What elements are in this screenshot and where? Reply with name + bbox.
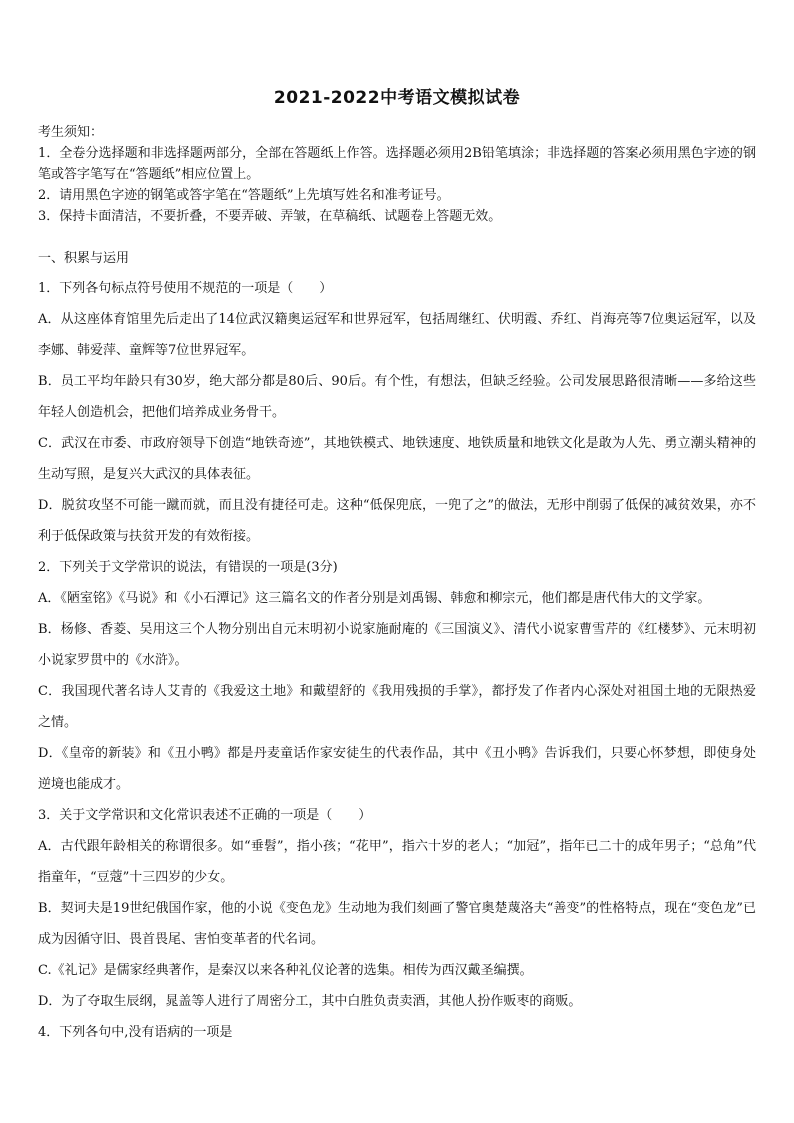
question-option: B．契诃夫是19世纪俄国作家，他的小说《变色龙》生动地为我们刻画了警官奥楚蔑洛夫“善变”的性格特点，现在“变色龙”已成为因循守旧、畏首畏尾、害怕变革者的代名词。 (38, 901, 756, 947)
notice-item: 2．请用黑色字迹的钢笔或答字笔在“答题纸”上先填写姓名和准考证号。 (38, 188, 450, 203)
question-stem: 2．下列关于文学常识的说法，有错误的一项是(3分) (38, 560, 338, 575)
question-option: B．杨修、香菱、吴用这三个人物分别出自元末明初小说家施耐庵的《三国演义》、清代小说家曹雪芹的《红楼梦》、元末明初小说家罗贯中的《水浒》。 (38, 622, 756, 668)
question-option: D．脱贫攻坚不可能一蹴而就，而且没有捷径可走。这种“低保兜底，一兜了之”的做法，无形中削弱了低保的减贫效果，亦不利于低保政策与扶贫开发的有效衔接。 (38, 498, 756, 544)
question-option: C．我国现代著名诗人艾青的《我爱这土地》和戴望舒的《我用残损的手掌》，都抒发了作者内心深处对祖国土地的无限热爱之情。 (38, 684, 756, 730)
notice-block (38, 122, 756, 227)
question-3 (38, 800, 756, 1017)
section-title: 一、积累与运用 (38, 251, 130, 266)
question-option: D．为了夺取生辰纲，晁盖等人进行了周密分工，其中白胜负责卖酒，其他人扮作贩枣的商贩。 (38, 994, 582, 1009)
question-option: D．《皇帝的新装》和《丑小鸭》都是丹麦童话作家安徒生的代表作品，其中《丑小鸭》告诉我们，只要心怀梦想，即使身处逆境也能成才。 (38, 746, 756, 792)
question-option: C.《礼记》是儒家经典著作，是秦汉以来各种礼仪论著的选集。相传为西汉戴圣编撰。 (38, 963, 533, 978)
question-4 (38, 1017, 756, 1048)
question-option: A．古代跟年龄相关的称谓很多。如“垂髫”，指小孩；“花甲”，指六十岁的老人；“加冠”，指年已二十的成年男子；“总角”代指童年，“豆蔻”十三四岁的少女。 (38, 839, 756, 885)
question-option: C．武汉在市委、市政府领导下创造“地铁奇迹”，其地铁模式、地铁速度、地铁质量和地铁文化是敢为人先、勇立潮头精神的生动写照，是复兴大武汉的具体表征。 (38, 436, 756, 482)
question-option: A．从这座体育馆里先后走出了14位武汉籍奥运冠军和世界冠军，包括周继红、伏明霞、乔红、肖海亮等7位奥运冠军，以及李娜、韩爱萍、童辉等7位世界冠军。 (38, 312, 756, 358)
question-1 (38, 273, 756, 552)
notice-item: 1．全卷分选择题和非选择题两部分，全部在答题纸上作答。选择题必须用2B铅笔填涂；非选择题的答案必须用黑色字迹的钢笔或答字笔写在“答题纸”相应位置上。 (38, 146, 756, 182)
question-option: A．《陋室铭》《马说》和《小石潭记》这三篇名文的作者分别是刘禹锡、韩愈和柳宗元，他们都是唐代伟大的文学家。 (38, 591, 711, 606)
question-option: B．员工平均年龄只有30岁，绝大部分都是80后、90后。有个性，有想法，但缺乏经验。公司发展思路很清晰——多给这些年轻人创造机会，把他们培养成业务骨干。 (38, 374, 756, 420)
notice-item: 3．保持卡面清洁，不要折叠，不要弄破、弄皱，在草稿纸、试题卷上答题无效。 (38, 209, 502, 224)
question-stem: 4．下列各句中,没有语病的一项是 (38, 1025, 233, 1040)
question-2 (38, 552, 756, 800)
question-stem: 3．关于文学常识和文化常识表述不正确的一项是（ ） (38, 808, 372, 823)
page-title: 2021-2022中考语文模拟试卷 (273, 88, 521, 108)
notice-heading: 考生须知： (38, 125, 104, 140)
spacer (38, 227, 756, 247)
question-stem: 1．下列各句标点符号使用不规范的一项是（ ） (38, 281, 333, 296)
